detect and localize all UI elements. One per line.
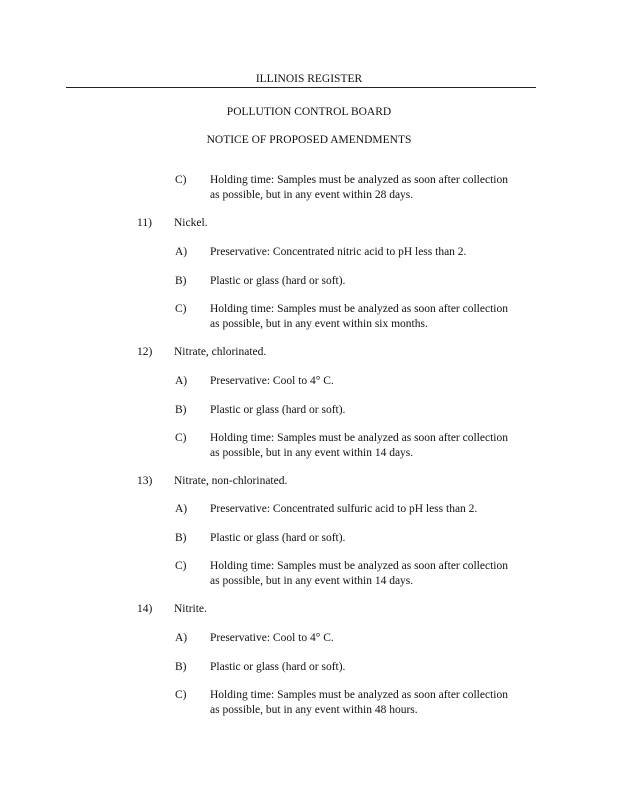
sub-letter: B) bbox=[175, 275, 187, 287]
header-rule bbox=[66, 87, 536, 88]
intro-line-2: as possible, but in any event within 28 days. bbox=[210, 189, 414, 201]
item-number: 12) bbox=[137, 346, 153, 358]
sub-letter: B) bbox=[175, 532, 187, 544]
sub-letter: A) bbox=[175, 632, 188, 644]
sub-text-cont: as possible, but in any event within 48 hours. bbox=[210, 704, 418, 716]
sub-text: Holding time: Samples must be analyzed as soon after collection bbox=[210, 560, 508, 572]
sub-text: Preservative: Cool to 4° C. bbox=[210, 375, 334, 387]
sub-text: Holding time: Samples must be analyzed as soon after collection bbox=[210, 303, 508, 315]
sub-text-cont: as possible, but in any event within 14 days. bbox=[210, 575, 414, 587]
item-title: Nickel. bbox=[174, 217, 208, 229]
sub-text: Preservative: Concentrated sulfuric acid to pH less than 2. bbox=[210, 503, 478, 515]
item-title: Nitrite. bbox=[174, 603, 207, 615]
sub-text: Plastic or glass (hard or soft). bbox=[210, 661, 346, 673]
sub-letter: C) bbox=[175, 303, 187, 315]
sub-letter: C) bbox=[175, 560, 187, 572]
item-title: Nitrate, non-chlorinated. bbox=[174, 475, 288, 487]
sub-letter: A) bbox=[175, 375, 188, 387]
sub-text-cont: as possible, but in any event within 14 days. bbox=[210, 447, 414, 459]
notice-title: NOTICE OF PROPOSED AMENDMENTS bbox=[206, 134, 412, 146]
sub-text: Plastic or glass (hard or soft). bbox=[210, 275, 346, 287]
sub-letter: A) bbox=[175, 503, 188, 515]
sub-text: Plastic or glass (hard or soft). bbox=[210, 404, 346, 416]
sub-text: Holding time: Samples must be analyzed as soon after collection bbox=[210, 432, 508, 444]
sub-letter: C) bbox=[175, 689, 187, 701]
sub-text: Plastic or glass (hard or soft). bbox=[210, 532, 346, 544]
sub-text: Preservative: Concentrated nitric acid to pH less than 2. bbox=[210, 246, 467, 258]
item-number: 11) bbox=[137, 217, 152, 229]
intro-line-1: Holding time: Samples must be analyzed as soon after collection bbox=[210, 174, 508, 186]
item-number: 13) bbox=[137, 475, 153, 487]
sub-letter: B) bbox=[175, 404, 187, 416]
sub-letter: B) bbox=[175, 661, 187, 673]
intro-letter: C) bbox=[175, 174, 187, 186]
item-number: 14) bbox=[137, 603, 153, 615]
sub-letter: C) bbox=[175, 432, 187, 444]
sub-letter: A) bbox=[175, 246, 188, 258]
agency-title: POLLUTION CONTROL BOARD bbox=[226, 106, 392, 118]
sub-text: Preservative: Cool to 4° C. bbox=[210, 632, 334, 644]
item-title: Nitrate, chlorinated. bbox=[174, 346, 267, 358]
sub-text: Holding time: Samples must be analyzed as soon after collection bbox=[210, 689, 508, 701]
register-title: ILLINOIS REGISTER bbox=[255, 73, 363, 85]
sub-text-cont: as possible, but in any event within six months. bbox=[210, 318, 428, 330]
